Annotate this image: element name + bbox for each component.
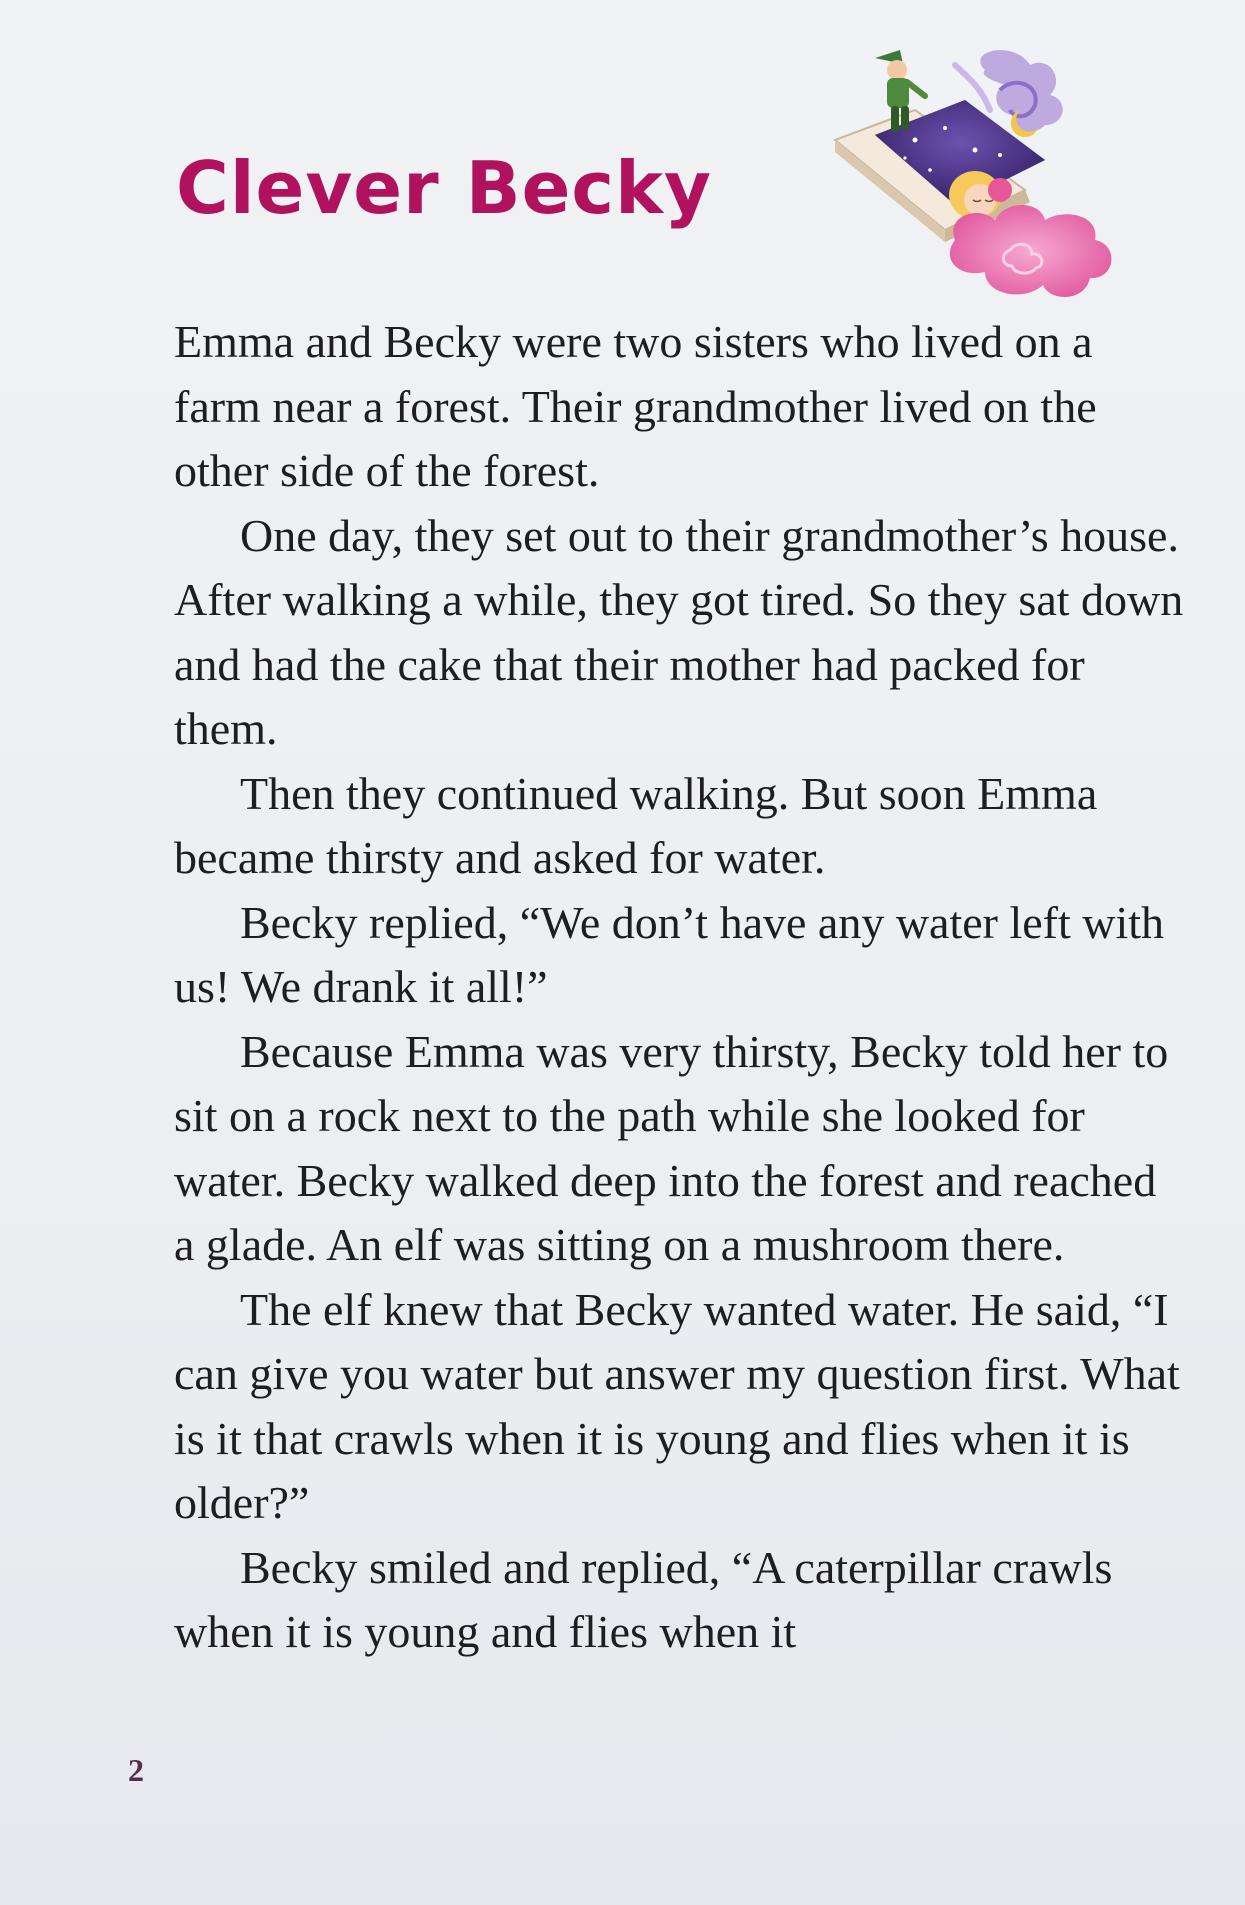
pink-cloud-icon [950,205,1112,297]
paragraph: Then they continued walking. But soon Emma became thirsty and asked for water. [174,767,1098,883]
storybook-illustration [815,40,1135,310]
paragraph: Emma and Becky were two sisters who lived on a farm near a forest. Their grandmother lived on the other side of the forest. [174,316,1097,496]
story-text [174,310,1184,1665]
story-title: Clever Becky [176,146,712,230]
paragraph: Becky replied, “We don’t have any water left with us! We drank it all!” [174,896,1165,1012]
paragraph: Because Emma was very thirsty, Becky told her to sit on a rock next to the path while she looked for water. Becky walked deep into the forest and reached a glade. An elf was sitting on a mushroom there. [174,1025,1169,1270]
paragraph: The elf knew that Becky wanted water. He said, “I can give you water but answer my question first. What is it that crawls when it is young and flies when it is older?” [174,1283,1180,1528]
paragraph: One day, they set out to their grandmother’s house. After walking a while, they got tired. So they sat down and had the cake that their mother had packed for them. [174,509,1184,754]
paragraph: Becky smiled and replied, “A caterpillar crawls when it is young and flies when it [174,1541,1113,1657]
page-number: 2 [128,1752,144,1788]
